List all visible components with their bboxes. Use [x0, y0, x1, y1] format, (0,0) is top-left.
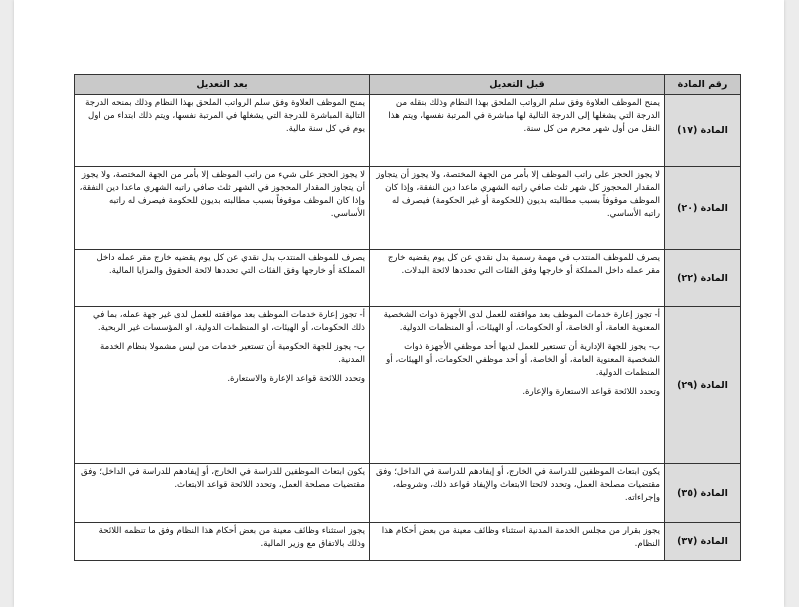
before-text-cell	[370, 95, 665, 167]
before-text-cell	[370, 523, 665, 561]
before-paragraph: يجوز بقرار من مجلس الخدمة المدنية استثناء وظائف معينة من بعض أحكام هذا النظام.	[381, 526, 660, 549]
before-paragraph: لا يجوز الحجز على راتب الموظف إلا بأمر من الجهة المختصة، ولا يجوز أن يتجاوز المقدار المحجوز كل شهر ثلث صافي راتبه الشهري ماعدا دين النفقة، وإذا كان الموظف موقوفاً بسبب مطالبته بديون (للحكومة أو غير الحكومة) فيصرف له راتبه الأساسي.	[376, 170, 660, 219]
article-number-cell: المادة (٣٧)	[665, 523, 741, 561]
article-number-cell: المادة (١٧)	[665, 95, 741, 167]
after-paragraph: يجوز استثناء وظائف معينة من بعض أحكام هذا النظام وفق ما تنظمه اللائحة وذلك بالاتفاق مع وزير المالية.	[98, 526, 365, 549]
header-after: بعد التعديل	[75, 75, 370, 95]
header-before: قبل التعديل	[370, 75, 665, 95]
before-paragraph: يصرف للموظف المنتدب في مهمة رسمية بدل نقدي عن كل يوم يقضيه خارج مقر عمله داخل المملكة أو خارجها وفق الفئات التي تحددها لائحة البدلات.	[387, 253, 660, 276]
before-paragraph: يمنح الموظف العلاوة وفق سلم الرواتب الملحق بهذا النظام وذلك بنقله من الدرجة التي يشغلها إلى الدرجة التالية لها مباشرة في المرتبة نفسها، ويتم هذا النقل من أول شهر محرم من كل سنة.	[388, 98, 660, 134]
article-number-cell: المادة (٣٥)	[665, 464, 741, 523]
after-text-cell	[75, 464, 370, 523]
after-paragraph: يكون ابتعاث الموظفين للدراسة في الخارج، أو إيفادهم للدراسة في الداخل؛ وفق مقتضيات مصلحة العمل، وتحدد اللائحة قواعد الابتعاث.	[81, 467, 365, 490]
table-row	[75, 95, 741, 167]
header-article-no: رقم المادة	[665, 75, 741, 95]
after-paragraph: يصرف للموظف المنتدب بدل نقدي عن كل يوم يقضيه خارج مقر عمله داخل المملكة أو خارجها وفق الفئات التي تحددها لائحة الحقوق والمزايا المالية.	[96, 253, 365, 276]
table-row	[75, 307, 741, 464]
after-text-cell	[75, 167, 370, 250]
table-row	[75, 250, 741, 307]
before-text-cell	[370, 167, 665, 250]
before-paragraph: ب- يجوز للجهة الإدارية أن تستعير للعمل لديها أحد موظفي الأجهزة ذوات الشخصية المعنوية العامة، أو الخاصة، أو أحد موظفي الحكومات، أو الهيئات، أو المنظمات الدولية.	[386, 342, 660, 378]
article-number-cell: المادة (٢٩)	[665, 307, 741, 464]
table-row	[75, 464, 741, 523]
after-text-cell	[75, 307, 370, 464]
before-text-cell	[370, 250, 665, 307]
after-paragraph: ب- يجوز للجهة الحكومية أن تستعير خدمات من ليس مشمولا بنظام الخدمة المدنية.	[100, 342, 365, 365]
after-text-cell	[75, 523, 370, 561]
header-row	[75, 75, 741, 95]
after-text-cell	[75, 250, 370, 307]
after-paragraph: يمنح الموظف العلاوة وفق سلم الرواتب الملحق بهذا النظام وذلك بمنحه الدرجة التالية المباشرة للدرجة التي يشغلها في المرتبة نفسها، ويتم ذلك ابتداء من اول يوم في كل سنة مالية.	[85, 98, 365, 134]
after-paragraph: أ- تجوز إعارة خدمات الموظف بعد موافقته للعمل لدى غير جهة عمله، بما في ذلك الحكومات، أو الهيئات، او المنظمات الدولية، او المؤسسات غير الربحية.	[93, 310, 365, 333]
article-number-cell: المادة (٢٢)	[665, 250, 741, 307]
before-paragraph: أ- تجوز إعارة خدمات الموظف بعد موافقته للعمل لدى الأجهزة ذوات الشخصية المعنوية العامة، أو الخاصة، أو الحكومات، أو الهيئات، أو المنظمات الدولية.	[383, 310, 660, 333]
after-paragraph: لا يجوز الحجز على شيء من راتب الموظف إلا بأمر من الجهة المختصة، ولا يجوز أن يتجاوز المقدار المحجوز في الشهر ثلث صافي راتبه الشهري ماعدا دين النفقة، وإذا كان الموظف موقوفاً بسبب مطالبته بديون للحكومة فيصرف له راتبه الأساسي.	[79, 170, 365, 219]
document-page	[14, 0, 784, 607]
table-row	[75, 523, 741, 561]
after-text-cell	[75, 95, 370, 167]
before-text-cell	[370, 464, 665, 523]
before-text-cell	[370, 307, 665, 464]
before-paragraph: يكون ابتعاث الموظفين للدراسة في الخارج، أو إيفادهم للدراسة في الداخل؛ وفق مقتضيات مصلحة العمل، وتحدد لائحتا الابتعاث والإيفاد قواعد ذلك، وشروطه، وإجراءاته.	[376, 467, 660, 503]
amendments-table	[74, 74, 741, 561]
before-paragraph: وتحدد اللائحة قواعد الاستعارة والإعارة.	[522, 387, 660, 397]
article-number-cell: المادة (٢٠)	[665, 167, 741, 250]
table-row	[75, 167, 741, 250]
after-paragraph: وتحدد اللائحة قواعد الإعارة والاستعارة.	[227, 374, 365, 384]
